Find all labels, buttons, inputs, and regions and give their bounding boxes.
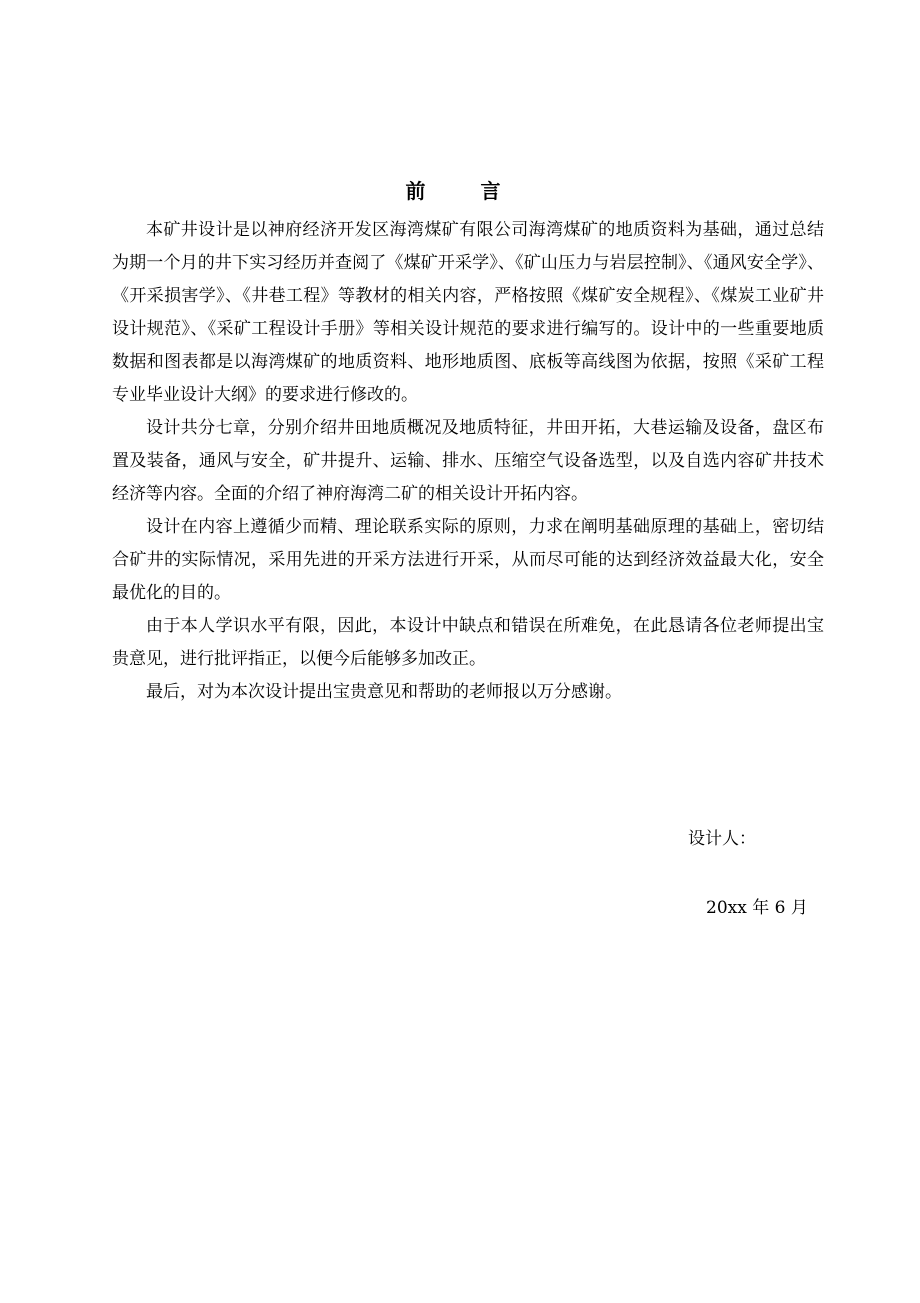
designer-label: 设计人： — [688, 829, 756, 849]
paragraph-4: 由于本人学识水平有限，因此，本设计中缺点和错误在所难免，在此恳请各位老师提出宝贵意见，进行批评指正，以便今后能够多加改正。 — [112, 616, 824, 669]
paragraph-1: 本矿井设计是以神府经济开发区海湾煤矿有限公司海湾煤矿的地质资料为基础，通过总结为期一个月的井下实习经历并查阅了《煤矿开采学》、《矿山压力与岩层控制》、《通风安全学》、《开采损害学》、《井巷工程》等教材的相关内容，严格按照《煤矿安全规程》、《煤炭工业矿井设计规范》、《采矿工程设计手册》等相关设计规范的要求进行编写的。设计中的一些重要地质数据和图表都是以海湾煤矿的地质资料、地形地质图、底板等高线图为依据，按照《采矿工程专业毕业设计大纲》的要求进行修改的。 — [112, 220, 824, 405]
signature-date: 20xx 年 6 月 — [706, 898, 808, 918]
preface-body — [112, 214, 824, 709]
paragraph-5: 最后，对为本次设计提出宝贵意见和帮助的老师报以万分感谢。 — [146, 682, 622, 702]
page-title: 前 言 — [405, 179, 525, 203]
paragraph-3: 设计在内容上遵循少而精、理论联系实际的原则，力求在阐明基础原理的基础上，密切结合矿井的实际情况，采用先进的开采方法进行开采，从而尽可能的达到经济效益最大化，安全最优化的目的。 — [112, 517, 824, 603]
paragraph-2: 设计共分七章，分别介绍井田地质概况及地质特征，井田开拓，大巷运输及设备，盘区布置及装备，通风与安全，矿井提升、运输、排水、压缩空气设备选型，以及自选内容矿井技术经济等内容。全面的介绍了神府海湾二矿的相关设计开拓内容。 — [112, 418, 824, 504]
